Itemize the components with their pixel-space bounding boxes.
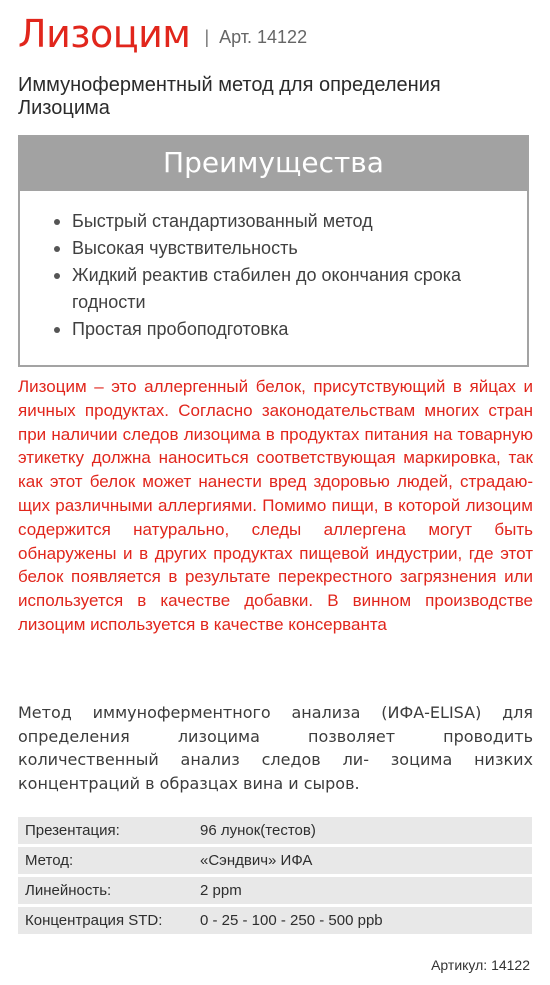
- spec-label: Линейность:: [25, 882, 112, 899]
- spec-table: [18, 817, 532, 937]
- product-title: Лизоцим: [18, 12, 191, 56]
- product-subtitle: Иммуноферментный метод для определения Лизоцима: [18, 74, 441, 119]
- advantages-list: [20, 191, 527, 343]
- title-separator: |: [204, 26, 210, 47]
- advantage-item: [20, 316, 527, 343]
- advantage-text: Высокая чувствительность: [72, 238, 298, 258]
- advantage-text: Быстрый стандартизованный метод: [72, 211, 373, 231]
- description-highlight: Лизоцим – это аллергенный белок, присутствующий в яйцах и яичных продуктах. Согласно законодательствам многих стран при наличии следов лизоцима в продуктах питания на товарную этикетку должна наноситься соответствующая маркировка, так как этот белок может нанести вред здоровью людей, страдающих различными аллергиями. Помимо пищи, в которой лизоцим содержится натурально, следы аллергена могут быть обнаружены и в других продуктах пищевой индустрии, где этот белок появляется в результате перекрестного загрязнения или используется в качестве добавки. В винном производстве лизоцим используется в качестве консерванта: [18, 377, 533, 634]
- spec-label: Презентация:: [25, 822, 120, 839]
- product-header: [18, 6, 538, 62]
- spec-label: Метод:: [25, 852, 74, 869]
- advantage-text: Простая пробоподготовка: [72, 319, 289, 339]
- advantage-item: [20, 235, 527, 262]
- footer-article-number: Артикул: 14122: [431, 957, 530, 973]
- spec-value: 2 ppm: [200, 882, 242, 899]
- advantage-text: Жидкий реактив стабилен до окончания срока годности: [72, 265, 461, 312]
- bullet-icon: [54, 246, 60, 252]
- bullet-icon: [54, 327, 60, 333]
- bullet-icon: [54, 219, 60, 225]
- spec-row: [18, 817, 532, 844]
- spec-row: [18, 877, 532, 904]
- article-number: Арт. 14122: [219, 26, 308, 47]
- bullet-icon: [54, 273, 60, 279]
- spec-value: «Сэндвич» ИФА: [200, 852, 313, 869]
- spec-row: [18, 847, 532, 874]
- advantages-heading: Преимущества: [20, 137, 527, 191]
- spec-row: [18, 907, 532, 934]
- spec-label: Концентрация STD:: [25, 912, 163, 929]
- spec-value: 0 - 25 - 100 - 250 - 500 ppb: [200, 912, 383, 929]
- advantage-item: [20, 262, 527, 316]
- description-method: Метод иммуноферментного анализа (ИФА-ELISA) для определения лизоцима позволяет проводить количественный анализ следов ли- зоцима низких концентраций в образцах вина и сыров.: [18, 703, 533, 793]
- advantages-box: [18, 135, 529, 367]
- advantage-item: [20, 208, 527, 235]
- spec-value: 96 лунок(тестов): [200, 822, 316, 839]
